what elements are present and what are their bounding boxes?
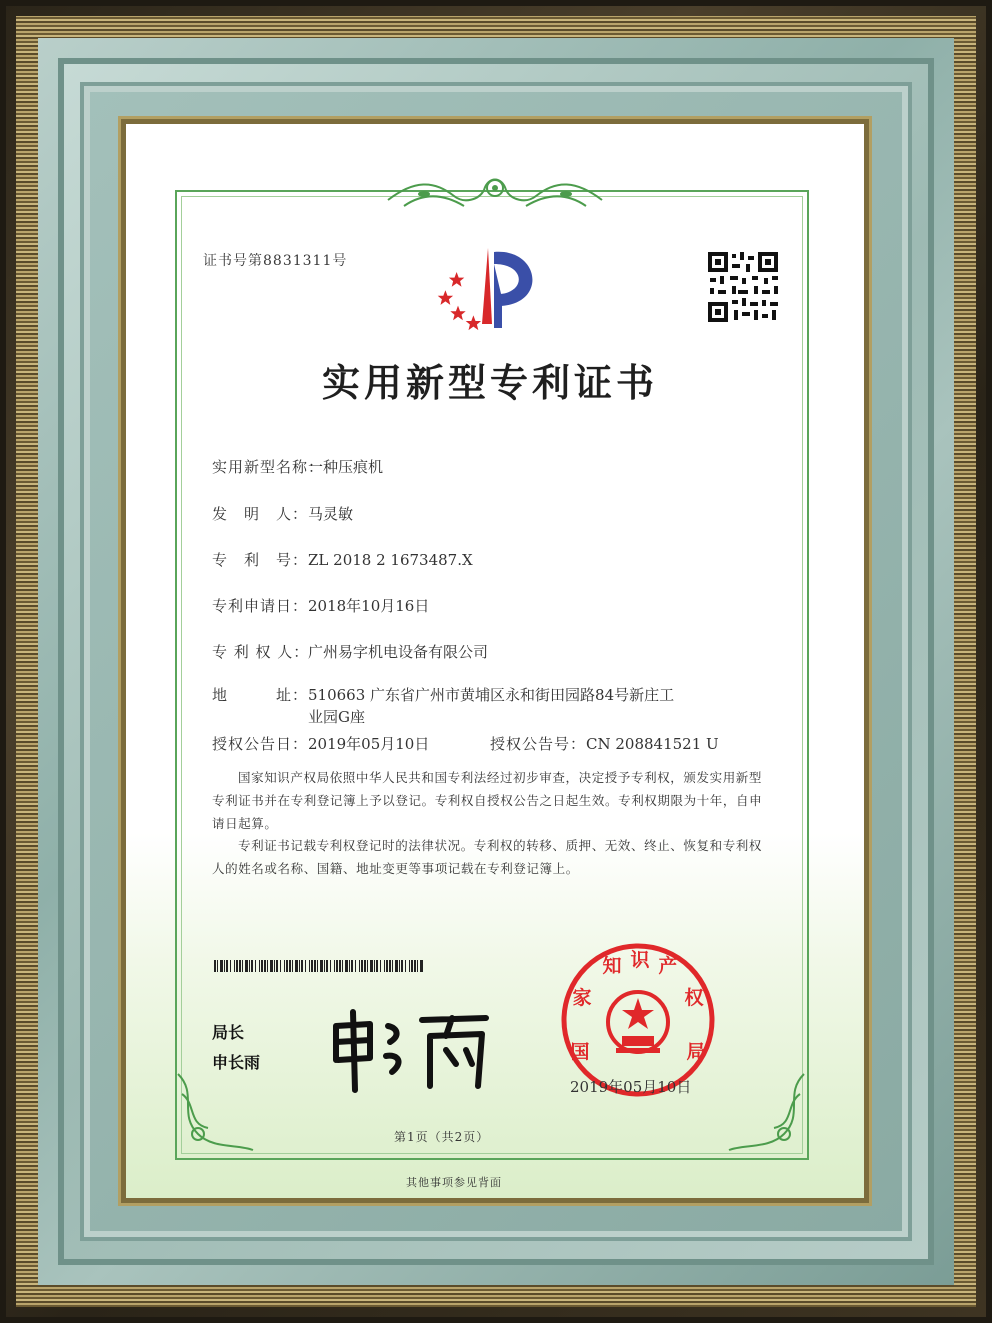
field-label: 发 明 人：: [212, 505, 309, 523]
top-ornament-icon: [384, 170, 606, 216]
field-utility-model-name: [212, 456, 383, 477]
field-label: 专 利 号：: [212, 551, 309, 569]
field-filing-date: [212, 595, 429, 616]
field-value: 2018年10月16日: [308, 597, 430, 615]
director-signature: [326, 1006, 496, 1096]
cnipa-logo-icon: [430, 244, 550, 334]
field-value: ZL 2018 2 1673487.X: [308, 551, 473, 569]
certificate-number: 证书号第8831311号: [203, 253, 348, 269]
field-grant-number: [490, 733, 719, 754]
svg-text:识: 识: [630, 949, 650, 971]
field-label: 授权公告号：: [490, 735, 587, 753]
field-label: 专利申请日：: [212, 597, 309, 615]
svg-text:家: 家: [572, 987, 592, 1009]
field-label: 地 址：: [212, 686, 309, 704]
footer-note: 其他事项参见背面: [406, 1176, 502, 1189]
paragraph-legal-note: 专利证书记载专利权登记时的法律状况。专利权的转移、质押、无效、终止、恢复和专利权人的姓名或名称、国籍、地址变更等事项记载在专利登记簿上。: [212, 838, 763, 876]
director-name: 申长雨: [212, 1053, 261, 1072]
field-value: 2019年05月10日: [308, 735, 430, 753]
field-value: 一种压痕机: [308, 458, 384, 476]
seal-date: 2019年05月10日: [570, 1078, 692, 1096]
director-block: [212, 1018, 260, 1078]
certificate-title: 实用新型专利证书: [321, 360, 658, 405]
field-inventor: [212, 503, 353, 524]
paragraph-grant-statement: 国家知识产权局依照中华人民共和国专利法经过初步审查，决定授予专利权，颁发实用新型专利证书并在专利登记簿上予以登记。专利权自授权公告之日起生效。专利权期限为十年，自申请日起算。: [212, 770, 763, 831]
field-value: 510663 广东省广州市黄埔区永和街田园路84号新庄工业园G座: [308, 686, 675, 726]
svg-text:知: 知: [602, 955, 622, 977]
field-grant-date: [212, 733, 429, 754]
field-patent-number: [212, 549, 473, 570]
field-address: [212, 684, 692, 728]
field-label: 实用新型名称：: [212, 458, 325, 476]
field-value: 广州易字机电设备有限公司: [308, 643, 489, 661]
field-patentee: [212, 641, 488, 662]
svg-text:产: 产: [658, 955, 678, 977]
field-value: 马灵敏: [308, 505, 354, 523]
corner-ornament-right-icon: [724, 1064, 814, 1154]
director-title: 局长: [212, 1023, 245, 1042]
page-number: 第1页（共2页）: [394, 1130, 490, 1144]
qr-code-icon: [706, 250, 780, 324]
field-value: CN 208841521 U: [586, 735, 719, 753]
svg-text:局: 局: [686, 1041, 706, 1063]
field-label: 专 利 权 人：: [212, 643, 310, 661]
field-label: 授权公告日：: [212, 735, 309, 753]
svg-text:权: 权: [684, 987, 704, 1009]
barcode-icon: [214, 960, 424, 972]
svg-text:国: 国: [570, 1041, 590, 1063]
